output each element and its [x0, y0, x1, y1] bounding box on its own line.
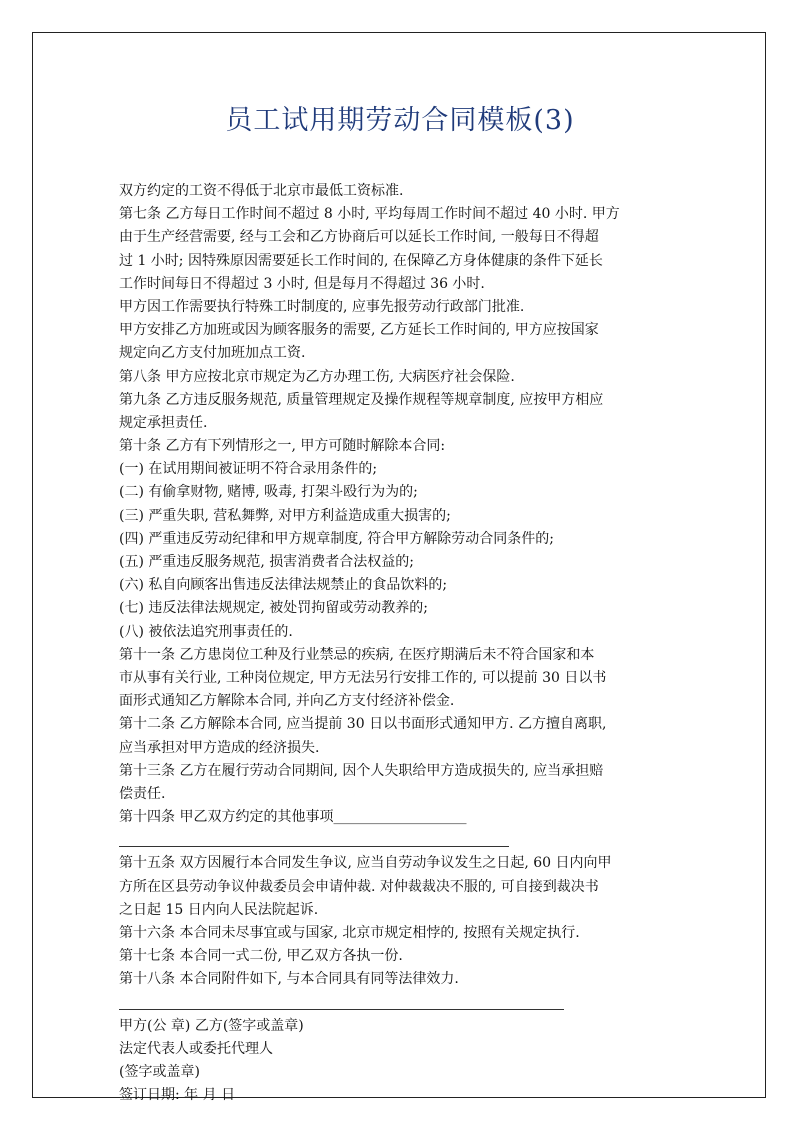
- text-line: 方所在区县劳动争议仲裁委员会申请仲裁. 对仲裁裁决不服的, 可自接到裁决书: [119, 878, 599, 895]
- text-line: 市从事有关行业, 工种岗位规定, 甲方无法另行安排工作的, 可以提前 30 日以书: [119, 669, 607, 686]
- text-line: 第九条 乙方违反服务规范, 质量管理规定及操作规程等规章制度, 应按甲方相应: [119, 391, 604, 408]
- text-line: 第十一条 乙方患岗位工种及行业禁忌的疾病, 在医疗期满后未不符合国家和本: [119, 646, 595, 663]
- text-line: 第十六条 本合同未尽事宜或与国家, 北京市规定相悖的, 按照有关规定执行.: [119, 925, 580, 941]
- text-line: 由于生产经营需要, 经与工会和乙方协商后可以延长工作时间, 一般每日不得超: [119, 229, 599, 246]
- text-line: 面形式通知乙方解除本合同, 并向乙方支付经济补偿金.: [119, 693, 455, 710]
- text-line: 第十四条 甲乙双方约定的其他事项___________________: [119, 809, 467, 826]
- text-line: (二) 有偷拿财物, 赌博, 吸毒, 打架斗殴行为为的;: [119, 484, 418, 501]
- text-line: 第十条 乙方有下列情形之一, 甲方可随时解除本合同:: [119, 438, 446, 455]
- text-line: 第十八条 本合同附件如下, 与本合同具有同等法律效力.: [119, 971, 459, 988]
- signature-line: 甲方(公 章) 乙方(签字或盖章): [119, 1017, 304, 1034]
- text-line: 甲方因工作需要执行特殊工时制度的, 应事先报劳动行政部门批准.: [119, 298, 525, 315]
- underline-rule: [119, 1009, 564, 1010]
- text-line: (五) 严重违反服务规范, 损害消费者合法权益的;: [119, 554, 414, 570]
- text-line: 过 1 小时; 因特殊原因需要延长工作时间的, 在保障乙方身体健康的条件下延长: [119, 252, 603, 269]
- text-line: 甲方安排乙方加班或因为顾客服务的需要, 乙方延长工作时间的, 甲方应按国家: [119, 322, 599, 339]
- text-line: 双方约定的工资不得低于北京市最低工资标准.: [119, 183, 404, 199]
- text-line: 第七条 乙方每日工作时间不超过 8 小时, 平均每周工作时间不超过 40 小时. 甲方: [119, 206, 620, 223]
- text-line: 之日起 15 日内向人民法院起诉.: [119, 901, 319, 918]
- text-line: 第十五条 双方因履行本合同发生争议, 应当自劳动争议发生之日起, 60 日内向甲: [119, 855, 612, 872]
- text-line: (六) 私自向顾客出售违反法律法规禁止的食品饮料的;: [119, 577, 448, 594]
- text-line: (四) 严重违反劳动纪律和甲方规章制度, 符合甲方解除劳动合同条件的;: [119, 530, 554, 547]
- text-line: (一) 在试用期间被证明不符合录用条件的;: [119, 461, 378, 478]
- text-line: 偿责任.: [119, 785, 166, 802]
- text-line: 第十七条 本合同一式二份, 甲乙双方各执一份.: [119, 948, 403, 965]
- text-line: 第十二条 乙方解除本合同, 应当提前 30 日以书面形式通知甲方. 乙方擅自离职,: [119, 716, 607, 733]
- text-line: 规定承担责任.: [119, 414, 208, 431]
- signature-line: 签订日期: 年 月 日: [119, 1087, 236, 1104]
- text-line: 应当承担对甲方造成的经济损失.: [119, 739, 320, 756]
- contract-body: [119, 180, 689, 1108]
- text-line: (八) 被依法追究刑事责任的.: [119, 623, 293, 640]
- document-title: 员工试用期劳动合同模板(3): [225, 105, 575, 136]
- signature-separator: [119, 992, 689, 1015]
- text-line: (七) 违反法律法规规定, 被处罚拘留或劳动教养的;: [119, 600, 428, 617]
- text-line: 工作时间每日不得超过 3 小时, 但是每月不得超过 36 小时.: [119, 275, 485, 292]
- signature-line: (签字或盖章): [119, 1064, 200, 1081]
- text-line: 第十三条 乙方在履行劳动合同期间, 因个人失职给甲方造成损失的, 应当承担赔: [119, 762, 604, 779]
- underline-rule: [119, 846, 509, 847]
- text-line: (三) 严重失职, 营私舞弊, 对甲方利益造成重大损害的;: [119, 507, 451, 524]
- text-line: 规定向乙方支付加班加点工资.: [119, 345, 306, 362]
- blank-fill-line: [119, 829, 689, 852]
- signature-line: 法定代表人或委托代理人: [119, 1040, 273, 1057]
- text-line: 第八条 甲方应按北京市规定为乙方办理工伤, 大病医疗社会保险.: [119, 368, 515, 385]
